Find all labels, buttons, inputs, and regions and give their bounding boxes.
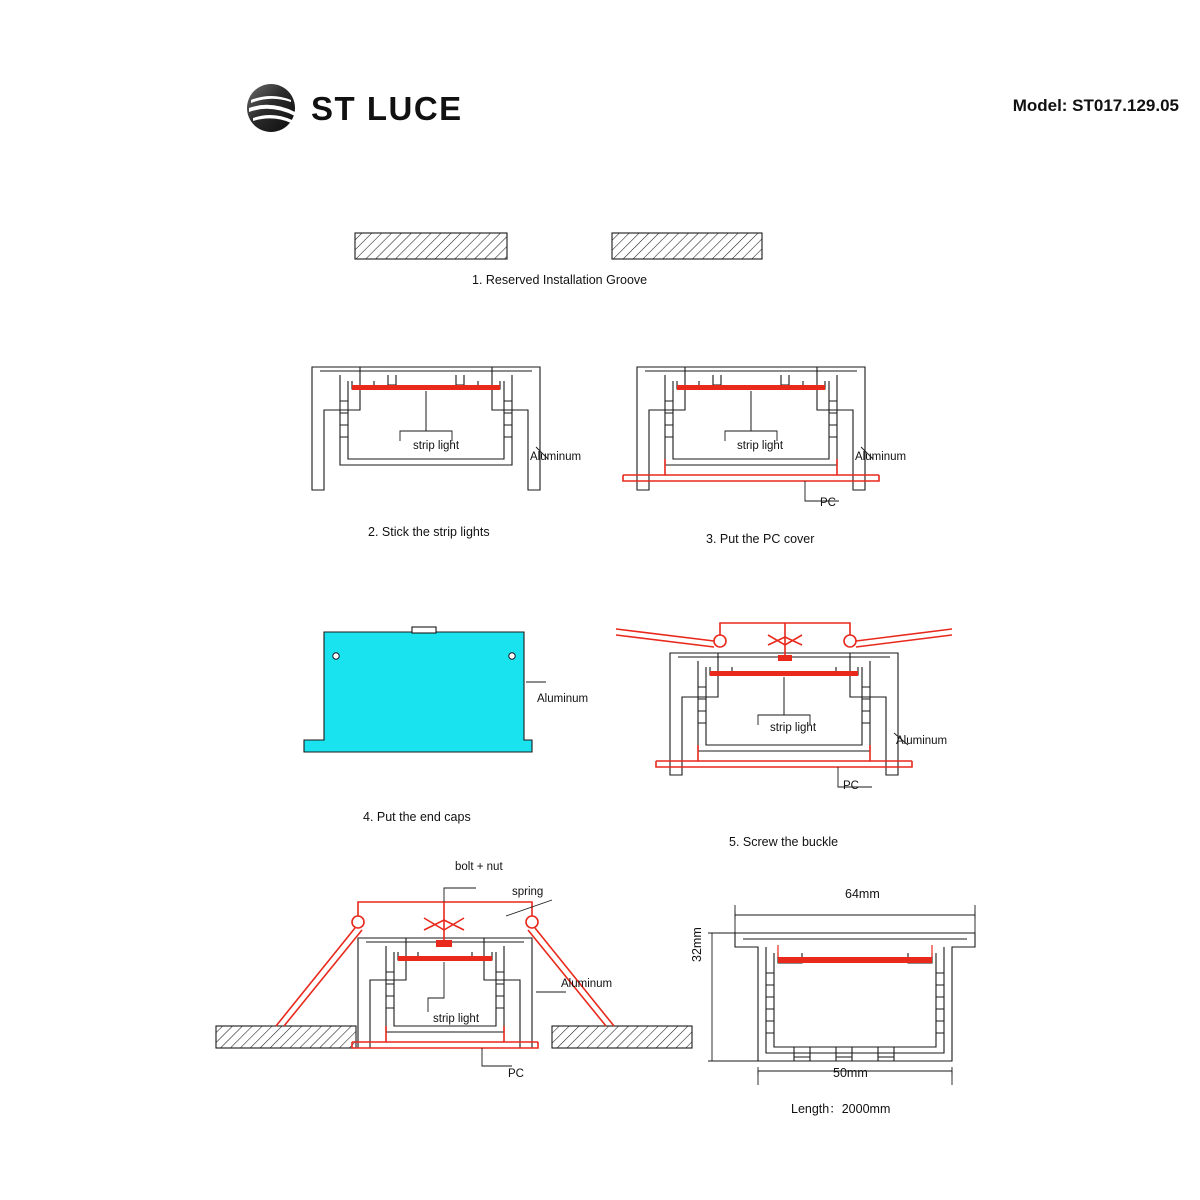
dimension-width-top: 64mm xyxy=(845,887,880,901)
step-6-label-aluminum: Aluminum xyxy=(561,978,613,990)
step-6-label-strip-light: strip light xyxy=(433,1013,480,1025)
step-5-label-strip-light: strip light xyxy=(770,722,817,734)
step-5-label-aluminum: Aluminum xyxy=(896,735,948,747)
dimension-figure xyxy=(690,885,990,1120)
step-3-label-pc: PC xyxy=(820,497,836,509)
step-2-caption: 2. Stick the strip lights xyxy=(368,525,490,539)
step-2-figure xyxy=(300,355,600,510)
model-number: Model: ST017.129.05 xyxy=(1012,96,1179,115)
step-3-label-aluminum: Aluminum xyxy=(855,451,907,463)
step-6-label-pc: PC xyxy=(508,1068,524,1080)
page-header xyxy=(245,78,1179,138)
brand-name: ST LUCE xyxy=(311,89,463,127)
dimension-height: 32mm xyxy=(690,927,704,962)
step-6-label-bolt-nut: bolt + nut xyxy=(455,861,503,873)
step-3-caption: 3. Put the PC cover xyxy=(706,532,815,546)
step-3-figure xyxy=(625,355,925,520)
step-2-label-strip-light: strip light xyxy=(413,440,460,452)
step-3-label-strip-light: strip light xyxy=(737,440,784,452)
step-4-label-aluminum: Aluminum xyxy=(537,693,589,705)
step-1-figure xyxy=(340,215,780,280)
step-1-caption: 1. Reserved Installation Groove xyxy=(472,273,648,287)
step-5-caption: 5. Screw the buckle xyxy=(729,835,839,849)
step-4-caption: 4. Put the end caps xyxy=(363,810,471,824)
st-luce-sphere-logo-icon xyxy=(245,82,297,134)
step-6-label-spring: spring xyxy=(512,886,544,898)
dimension-length: Length：2000mm xyxy=(791,1102,891,1116)
step-2-label-aluminum: Aluminum xyxy=(530,451,582,463)
step-5-figure xyxy=(600,605,960,810)
step-5-label-pc: PC xyxy=(843,780,859,792)
dimension-width-bottom: 50mm xyxy=(833,1066,868,1080)
brand-lockup xyxy=(245,78,463,138)
